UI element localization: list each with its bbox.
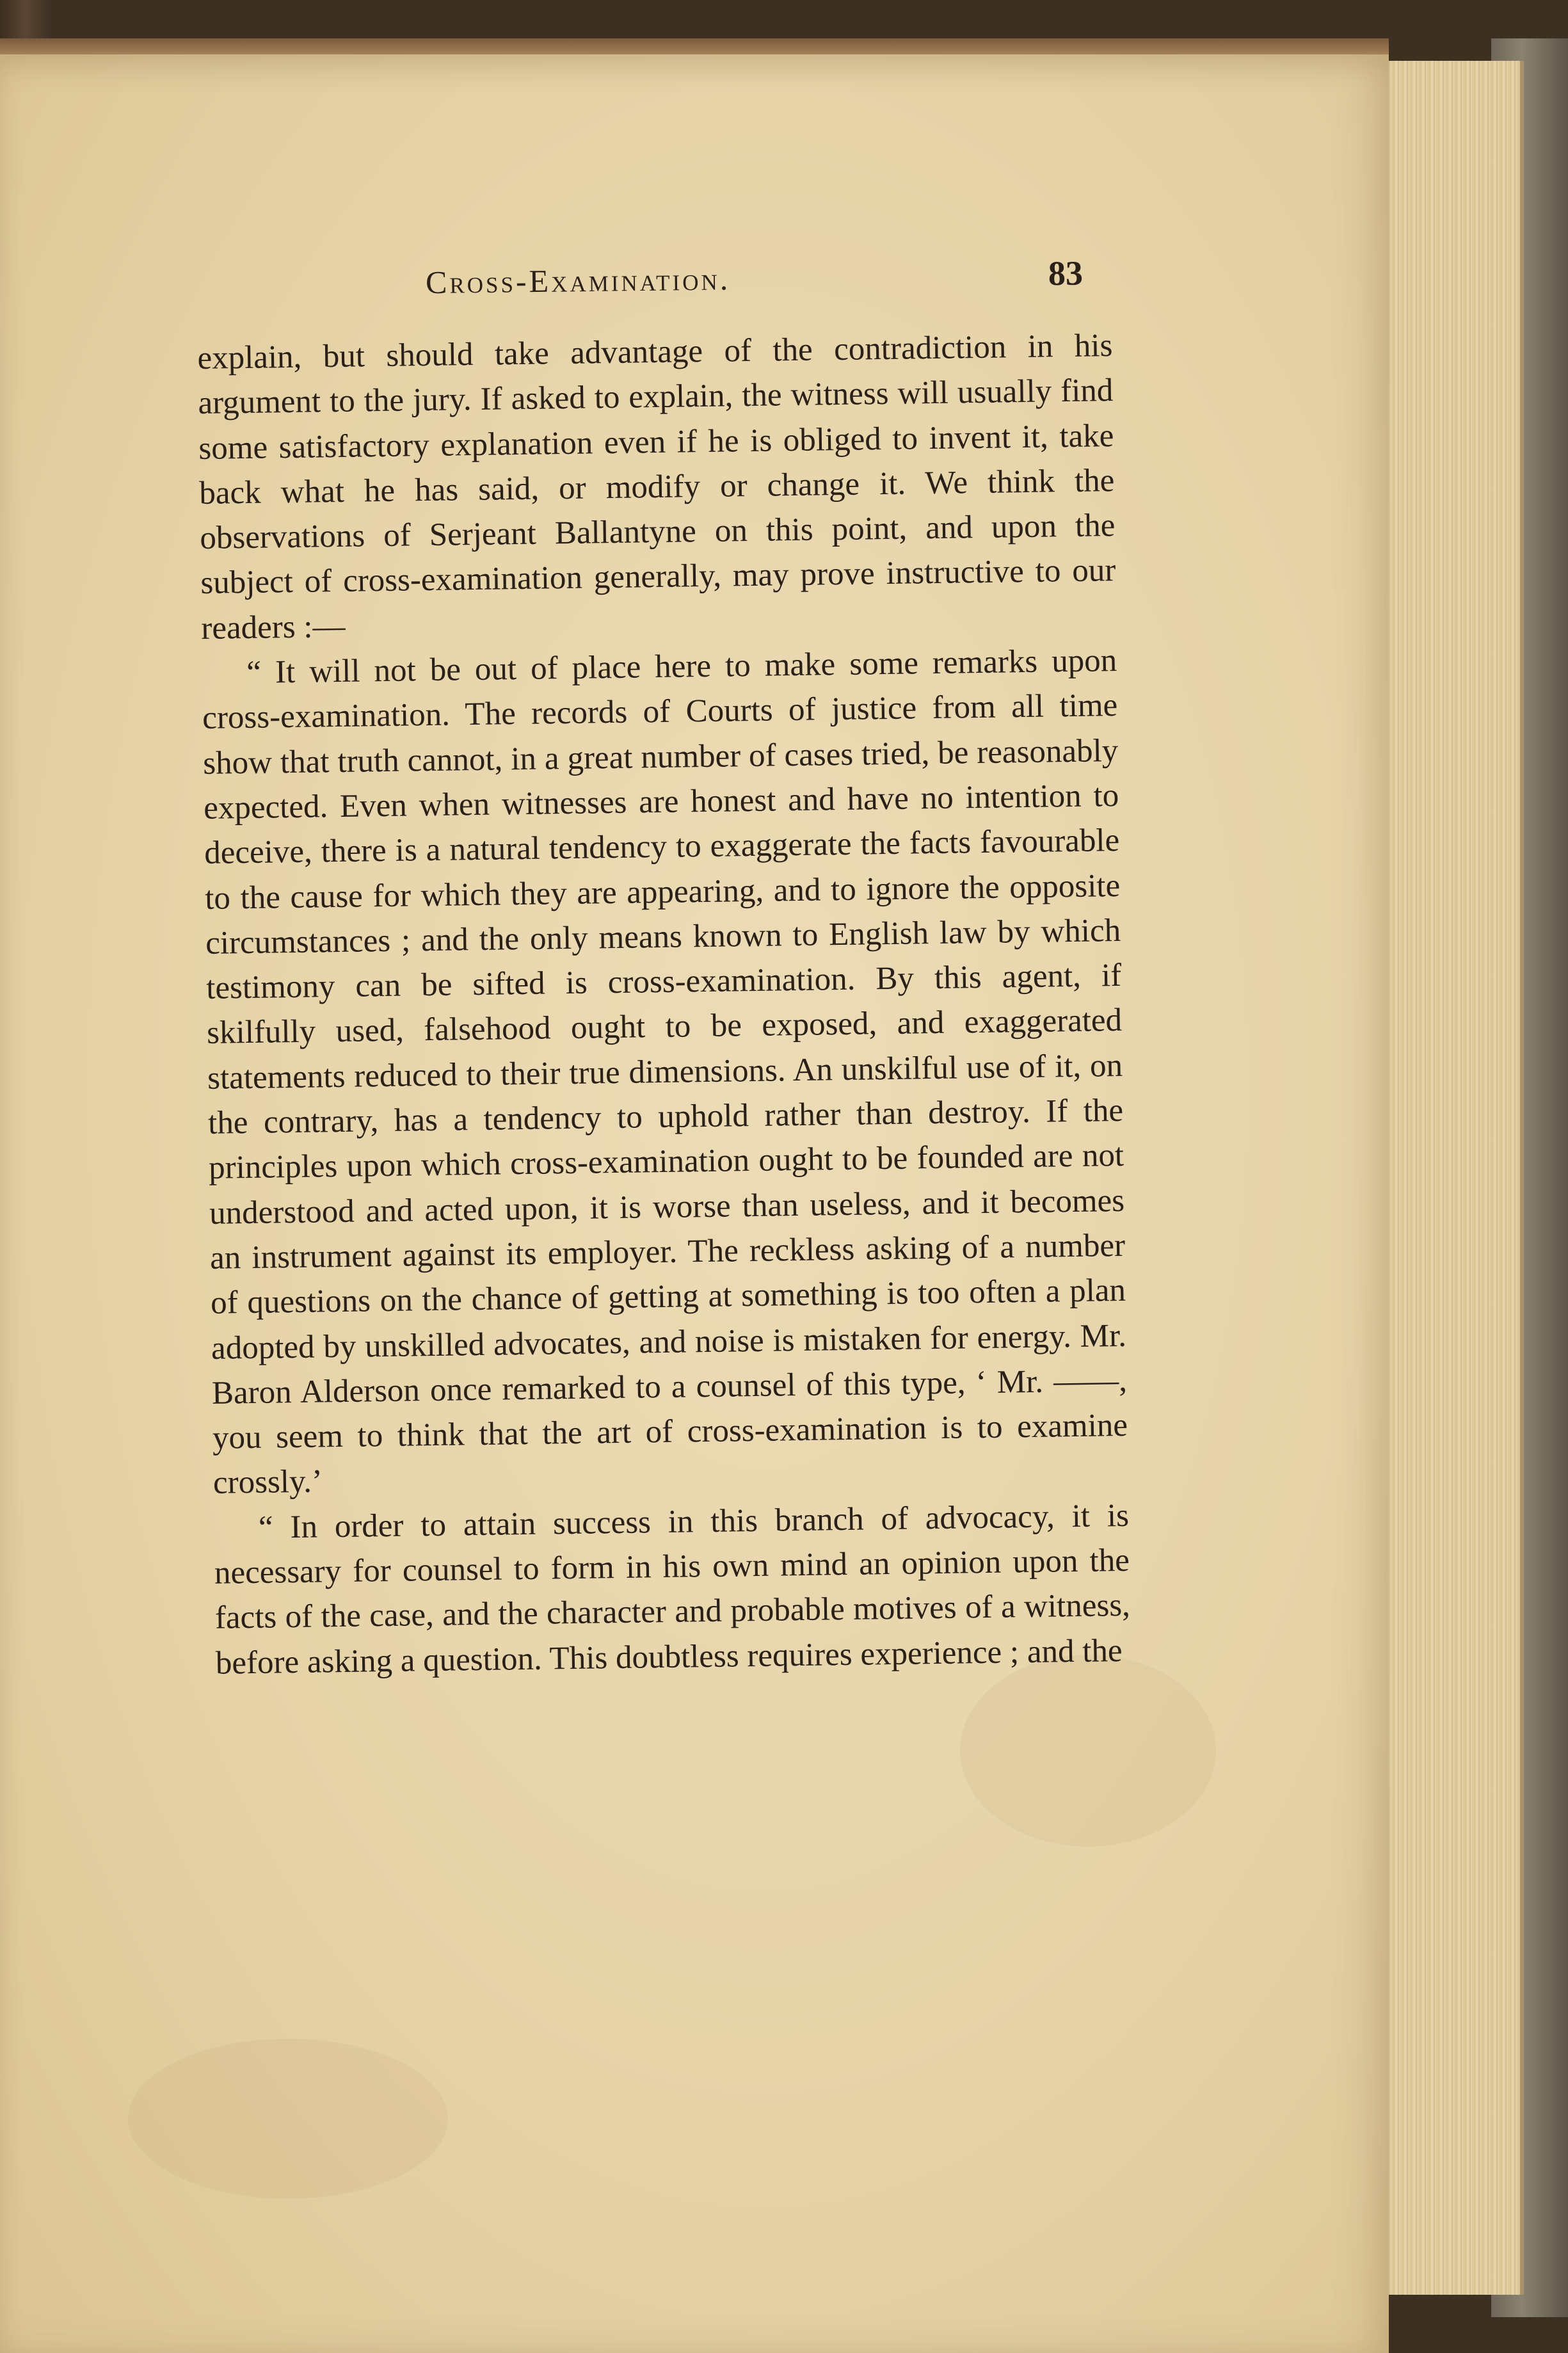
paragraph: explain, but should take advantage of the contradiction in his argument to the jury. If asked to explain, the witness will usually find some satisfactory explanation even if he is obliged to invent it, take back what he has said, or modify or change it. We think the observations of Serjeant Ballantyne on this point, and upon the subject of cross-examination generally, may prove instructive to our readers :—	[197, 328, 1116, 646]
running-head-title: Cross-Examination.	[425, 261, 731, 301]
paragraph: “ In order to attain success in this branch of advocacy, it is necessary for counsel to form in his own mind an opinion upon the facts of the case, and the character and probable motives of a witness, before asking a question. This doubtless requires experience ; and the	[214, 1497, 1131, 1682]
page-number: 83	[1048, 253, 1084, 293]
paper-stain	[128, 2039, 448, 2199]
paragraph: “ It will not be out of place here to make some remarks upon cross-examination. The records of Courts of justice from all time show that truth cannot, in a great number of cases tried, be reasonably expected. Even when witnesses are honest and have no intention to deceive, there is a natural tendency to exaggerate the facts favourable to the cause for which they are appearing, and to ignore the opposite circumstances ; and the only means known to English law by which testimony can be sifted is cross-examination. By this agent, if skilfully used, falsehood ought to be exposed, and exaggerated statements reduced to their true dimensions. An unskilful use of it, on the contrary, has a tendency to uphold rather than destroy. If the principles upon which cross-examination ought to be founded are not understood and acted upon, it is worse than useless, and it becomes an instrument against its employer. The reckless asking of a number of questions on the chance of getting at something is too often a plan adopted by unskilled advocates, and noise is mistaken for energy. Mr. Baron Alderson once remarked to a counsel of this type, ‘ Mr. ——, you seem to think that the art of cross-examination is to examine crossly.’	[202, 643, 1128, 1502]
body-text	[197, 323, 1131, 1686]
paper-stain	[960, 1655, 1216, 1847]
